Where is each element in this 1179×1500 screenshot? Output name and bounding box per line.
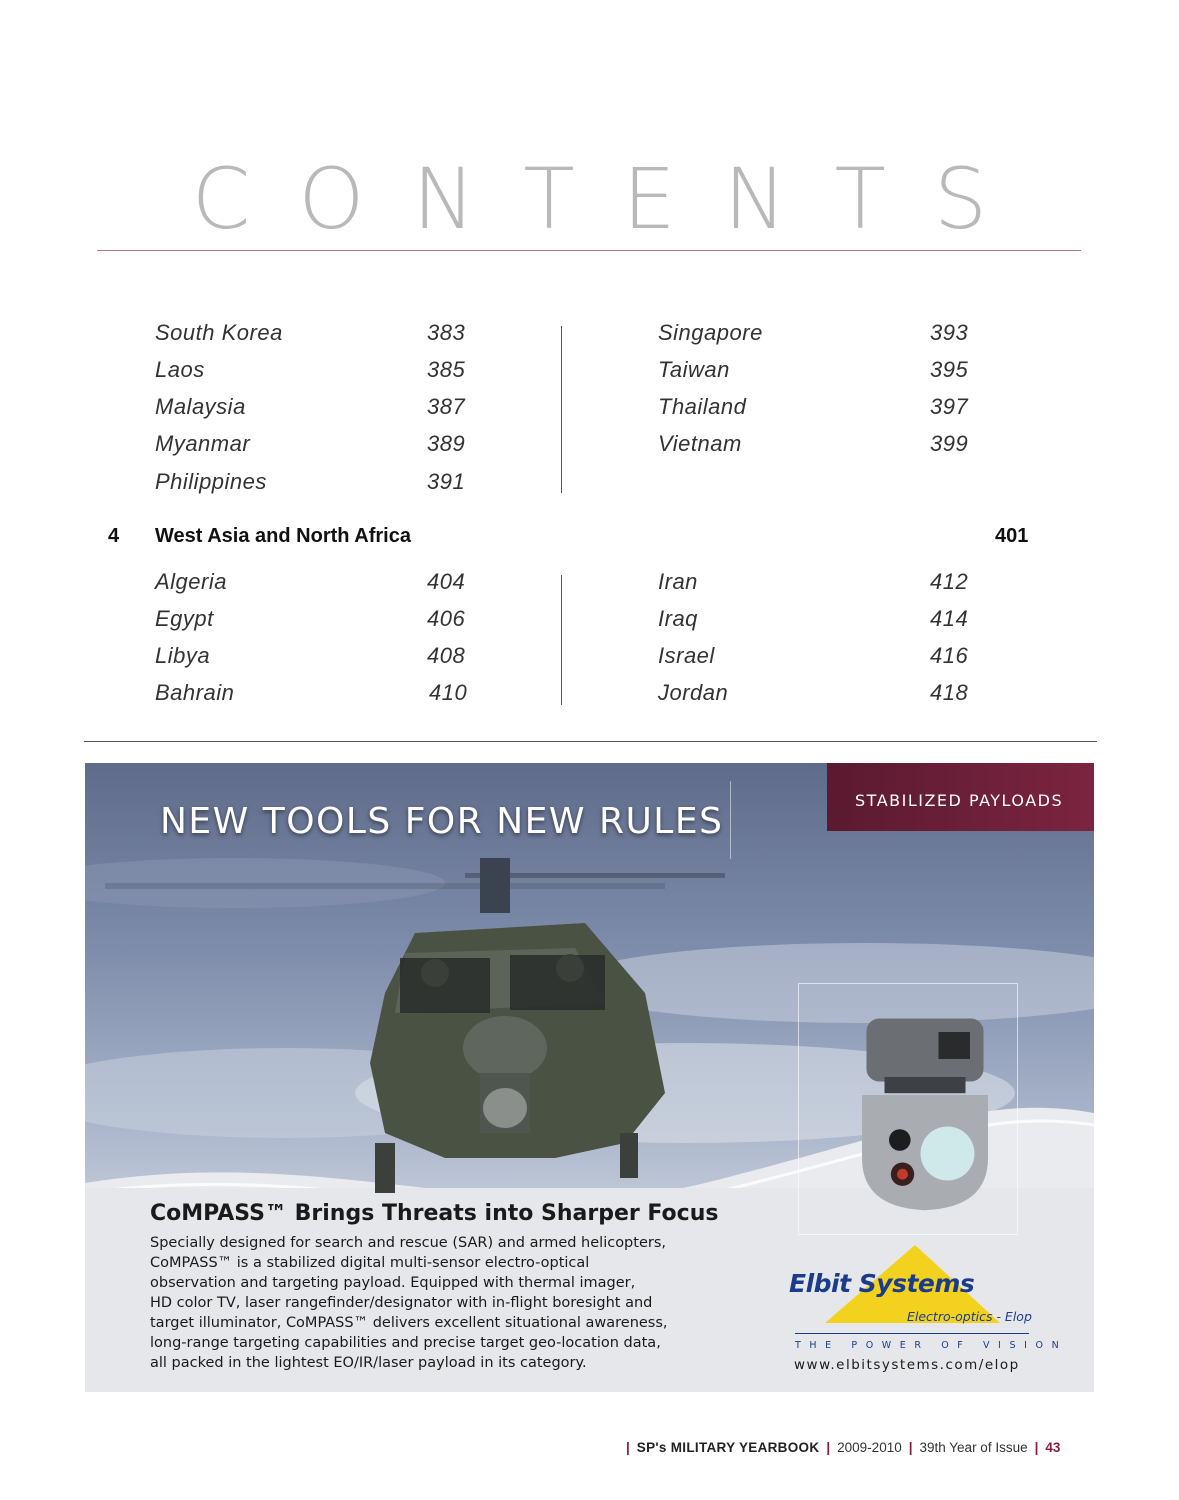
footer-separator: |: [826, 1440, 831, 1455]
ad-body-line: long-range targeting capabilities and precise target geo-location data,: [150, 1335, 661, 1351]
section-page: 401: [995, 525, 1029, 547]
toc-end-rule: [84, 741, 1097, 742]
toc-item-name: Israel: [658, 643, 715, 668]
toc-item-page: 404: [427, 569, 466, 594]
footer-separator: |: [1034, 1440, 1039, 1455]
toc-item-name: Libya: [155, 643, 211, 668]
toc-item-name: Singapore: [658, 320, 763, 345]
footer-separator: |: [626, 1440, 630, 1455]
ad-body-text: [150, 1233, 730, 1373]
toc-item-name: Egypt: [155, 606, 214, 631]
ad-body-line: CoMPASS™ is a stabilized digital multi-sensor electro-optical: [150, 1255, 590, 1271]
toc-item[interactable]: [155, 394, 475, 424]
toc-item[interactable]: [155, 469, 475, 499]
toc-item[interactable]: [155, 680, 475, 710]
ad-headline: NEW TOOLS FOR NEW RULES: [160, 801, 724, 842]
toc-item-name: Jordan: [658, 680, 729, 705]
toc-item-page: 418: [930, 680, 969, 705]
toc-item[interactable]: [155, 606, 475, 636]
toc-item-page: 412: [930, 569, 969, 594]
ad-body-line: all packed in the lightest EO/IR/laser payload in its category.: [150, 1355, 587, 1371]
toc-item[interactable]: [658, 680, 978, 710]
toc-item-page: 416: [930, 643, 969, 668]
toc-item-name: Taiwan: [658, 357, 730, 382]
footer-issue: 39th Year of Issue: [919, 1440, 1028, 1455]
ad-body-line: target illuminator, CoMPASS™ delivers excellent situational awareness,: [150, 1315, 668, 1331]
toc-item[interactable]: [155, 643, 475, 673]
payload-camera-image: [835, 1003, 1015, 1223]
ad-body-line: Specially designed for search and rescue (SAR) and armed helicopters,: [150, 1235, 666, 1251]
toc-item-page: 395: [930, 357, 969, 382]
toc-item-name: Myanmar: [155, 431, 251, 456]
column-divider: [561, 575, 562, 705]
page-number: 43: [1045, 1440, 1061, 1455]
toc-section-heading[interactable]: [0, 525, 1179, 555]
toc-item-page: 397: [930, 394, 969, 419]
toc-item[interactable]: [155, 357, 475, 387]
toc-item[interactable]: [658, 431, 978, 461]
toc-item-name: Philippines: [155, 469, 267, 494]
toc-item[interactable]: [155, 320, 475, 350]
toc-item[interactable]: [658, 357, 978, 387]
ad-body-line: HD color TV, laser rangefinder/designator with in-flight boresight and: [150, 1295, 653, 1311]
toc-item-name: Bahrain: [155, 680, 235, 705]
toc-item[interactable]: [658, 606, 978, 636]
toc-item[interactable]: [155, 431, 475, 461]
toc-item-page: 410: [429, 680, 468, 705]
toc-item-name: Iraq: [658, 606, 698, 631]
brand-subtitle: Electro-optics - Elop: [907, 1309, 1032, 1324]
section-name: West Asia and North Africa: [155, 525, 411, 547]
toc-item-name: Iran: [658, 569, 698, 594]
ad-body-line: observation and targeting payload. Equipped with thermal imager,: [150, 1275, 636, 1291]
toc-item-page: 383: [427, 320, 466, 345]
toc-item-page: 385: [427, 357, 466, 382]
toc-item-name: Vietnam: [658, 431, 742, 456]
toc-item-name: Laos: [155, 357, 205, 382]
advertisement[interactable]: [85, 763, 1094, 1392]
toc-item[interactable]: [658, 394, 978, 424]
ad-tag-text: STABILIZED PAYLOADS: [855, 791, 1064, 810]
brand-url[interactable]: www.elbitsystems.com/elop: [794, 1357, 1020, 1373]
toc-item-name: Malaysia: [155, 394, 246, 419]
headline-divider: [730, 781, 731, 859]
brand-divider: [795, 1333, 1029, 1334]
toc-item-name: Algeria: [155, 569, 227, 594]
toc-item-name: South Korea: [155, 320, 283, 345]
brand-motto: THE POWER OF VISION: [795, 1340, 1068, 1351]
title-rule: [97, 250, 1081, 251]
toc-item-page: 406: [427, 606, 466, 631]
toc-item-page: 393: [930, 320, 969, 345]
footer-publication: SP's MILITARY YEARBOOK: [636, 1440, 820, 1455]
page-title: CONTENTS: [191, 150, 1036, 248]
toc-item-page: 408: [427, 643, 466, 668]
toc-item-page: 414: [930, 606, 969, 631]
toc-item-page: 391: [427, 469, 466, 494]
toc-item-name: Thailand: [658, 394, 747, 419]
page-footer: [619, 1440, 1060, 1460]
toc-item[interactable]: [155, 569, 475, 599]
toc-item-page: 389: [427, 431, 466, 456]
toc-item[interactable]: [658, 320, 978, 350]
ad-subheading: CoMPASS™ Brings Threats into Sharper Focus: [150, 1201, 719, 1226]
column-divider: [561, 326, 562, 493]
footer-years: 2009-2010: [837, 1440, 902, 1455]
elbit-logo-triangle: [785, 1241, 1068, 1371]
brand-name: Elbit Systems: [789, 1269, 975, 1298]
footer-separator: |: [908, 1440, 913, 1455]
toc-item-page: 399: [930, 431, 969, 456]
toc-item[interactable]: [658, 643, 978, 673]
toc-item[interactable]: [658, 569, 978, 599]
section-number: 4: [108, 525, 120, 547]
toc-item-page: 387: [427, 394, 466, 419]
